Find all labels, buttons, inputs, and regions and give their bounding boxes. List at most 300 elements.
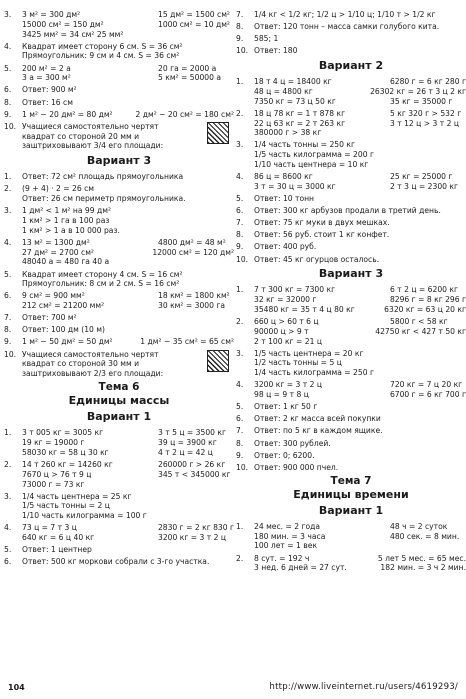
exercise-line [22,359,234,369]
exercise-line [22,438,234,448]
exercise-number: 7. [236,10,244,19]
exercise-text: Квадрат имеет сторону 6 см. S = 36 см² [22,41,183,51]
exercise-line [22,51,234,61]
exercise-item [236,380,466,400]
exercise-item [4,557,234,567]
exercise-text: 73000 г = 73 кг [22,479,85,489]
exercise-text: 640 кг = 6 ц 40 кг [22,533,95,543]
exercise-item [4,85,234,95]
exercise-item [236,451,466,461]
exercise-text: 1 м² − 50 дм² = 50 дм² [22,337,113,347]
exercise-line [254,218,466,228]
exercise-line [254,34,466,44]
exercise-line [22,248,234,258]
exercise-text-right: 39 ц = 3900 кг [158,438,217,448]
exercise-text-right: 42750 кг < 427 т 50 кг [375,326,466,336]
exercise-number: 8. [236,22,244,32]
exercise-line [254,128,466,138]
page-number: 104 [8,683,25,692]
exercise-line [22,557,234,567]
exercise-text: 13 м² = 1300 дм² [22,237,90,247]
exercise-text: Учащиеся самостоятельно чертят [22,121,159,131]
exercise-line [254,414,466,424]
exercise-text-right: 5 кг 320 г > 532 г [390,108,462,118]
exercise-number: 2. [4,459,12,469]
exercise-text: заштриховывают 3/4 его площади: [22,141,164,151]
exercise-number: 2. [236,316,244,326]
exercise-number: 3. [4,206,12,216]
exercise-line [254,390,466,400]
exercise-text-right: 1000 см² = 10 дм² [158,19,230,29]
exercise-text: Ответ: 120 тонн – масса самки голубого кита. [254,22,440,32]
exercise-line [254,182,466,192]
exercise-text: Ответ: 45 кг огурцов осталось. [254,254,380,264]
exercise-text: Ответ: 2 кг масса всей покупки [254,414,381,424]
exercise-text-right: 26302 кг = 26 т 3 ц 2 кг [370,86,466,96]
topic-heading: Тема 7 [330,474,372,487]
exercise-text-right: 5 км² = 50000 а [158,73,222,83]
exercise-line [22,30,234,40]
exercise-line [22,523,234,533]
exercise-text: 73 ц = 7 т 3 ц [22,523,77,533]
exercise-line [22,20,234,30]
exercise-line [254,563,466,573]
exercise-line [22,98,234,108]
exercise-text: 1 км² > 1 а в 10 000 раз. [22,225,120,235]
exercise-line [254,22,466,32]
exercise-line [254,150,466,160]
exercise-line [22,480,234,490]
exercise-line [22,313,234,323]
exercise-item [236,194,466,204]
exercise-text: Прямоугольник: 8 см и 2 см. S = 16 см² [22,279,180,289]
exercise-text: (9 + 4) · 2 = 26 см [22,184,95,194]
exercise-line [254,358,466,368]
exercise-item [4,325,234,335]
exercise-text: 24 мес. = 2 года [254,521,321,531]
exercise-text: Ответ: 75 кг муки в двух мешках. [254,218,390,228]
exercise-line [254,349,466,359]
exercise-line [254,285,466,295]
exercise-line [254,46,466,56]
exercise-text: 22 ц 63 кг = 2 т 263 кг [254,118,346,128]
exercise-item [4,460,234,489]
hatched-square-figure [207,122,229,144]
exercise-line [22,511,234,521]
exercise-number: 5. [4,63,12,73]
exercise-item [236,22,466,32]
exercise-item [4,122,234,151]
exercise-text-right: 30 км² = 3000 га [158,301,226,311]
exercise-line [254,463,466,473]
exercise-text: 35480 кг = 35 т 4 ц 80 кг [254,304,355,314]
exercise-text: заштриховывают 2/3 его площади: [22,369,164,379]
exercise-number: 5. [4,545,12,555]
exercise-text: Ответ: 0; 6200. [254,450,315,460]
variant-heading: Вариант 2 [318,59,384,73]
exercise-item [236,255,466,265]
exercise-text: 27 дм² = 2700 см² [22,247,94,257]
exercise-text: Ответ: 400 руб. [254,242,317,252]
exercise-number: 2. [4,184,12,194]
exercise-item [236,218,466,228]
exercise-line [22,533,234,543]
exercise-text: 1/5 часть центнера = 20 кг [254,348,364,358]
exercise-text-right: 480 сек. = 8 мин. [390,531,460,541]
exercise-line [22,122,234,132]
exercise-line [254,119,466,129]
exercise-line [254,532,466,542]
exercise-text-right: 48 ч = 2 суток [390,521,448,531]
exercise-line [22,291,234,301]
exercise-line [254,305,466,315]
exercise-number: 9. [4,109,12,119]
exercise-item [236,349,466,378]
exercise-item [236,172,466,192]
exercise-number: 1. [4,172,12,182]
exercise-text-right: 260000 г > 26 кг [158,459,226,469]
exercise-item [236,522,466,551]
exercise-line [254,194,466,204]
exercise-text: Квадрат имеет сторону 4 см. S = 16 см² [22,269,183,279]
exercise-item [4,64,234,84]
exercise-line [254,242,466,252]
exercise-text-right: 18 км² = 1800 км² [158,291,230,301]
exercise-text: 48040 а = 480 га 40 а [22,257,110,267]
exercise-text: 1/5 часть килограмма = 200 г [254,150,374,160]
exercise-text-right: 5 лет 5 мес. = 65 мес. [377,553,466,563]
exercise-text: 86 ц = 8600 кг [254,172,313,182]
exercise-number: 6. [236,206,244,216]
exercise-number: 4. [236,172,244,182]
exercise-number: 2. [236,553,244,563]
exercise-line [254,87,466,97]
exercise-text: 1 дм² < 1 м² на 99 дм² [22,206,112,216]
exercise-line [254,337,466,347]
exercise-number: 1. [4,428,12,438]
exercise-item [4,42,234,62]
exercise-text-right: 182 мин. = 3 ч 2 мин. [380,563,466,573]
exercise-text: Ответ: по 5 кг в каждом ящике. [254,426,383,436]
exercise-text: 15000 см² = 150 дм² [22,19,104,29]
exercise-item [4,270,234,290]
exercise-text: Ответ: 300 рублей. [254,438,331,448]
exercise-number: 9. [236,450,244,460]
exercise-text: Ответ: 72 см² площадь прямоугольника [22,172,184,182]
exercise-item [236,46,466,56]
exercise-text: 1/10 часть килограмма = 100 г [22,511,147,521]
exercise-text-right: 12000 см² = 120 дм² [152,247,234,257]
exercise-text-right: 2 дм² − 20 см² = 180 см² [135,109,234,119]
exercise-item [4,428,234,457]
right-column [236,10,466,575]
exercise-number: 10. [4,121,17,131]
exercise-item [4,172,234,182]
exercise-item [4,110,234,120]
exercise-text: 1 км² > 1 га в 100 раз [22,215,110,225]
exercise-text-right: 4 т 2 ц = 42 ц [158,447,213,457]
exercise-item [236,34,466,44]
exercise-number: 8. [236,438,244,448]
exercise-item [4,492,234,521]
exercise-line [22,270,234,280]
exercise-text: 585; 1 [254,34,279,44]
exercise-text-right: 35 кг = 35000 г [390,96,453,106]
exercise-line [22,141,234,151]
exercise-text-right: 3200 кг = 3 т 2 ц [158,533,227,543]
exercise-item [236,317,466,346]
exercise-text: 1/4 часть тонны = 250 кг [254,140,355,150]
exercise-item [4,523,234,543]
exercise-number: 7. [236,426,244,436]
exercise-text: 3 нед. 6 дней = 27 сут. [254,563,347,573]
exercise-number: 8. [4,97,12,107]
exercise-text: 1/4 часть килограмма = 250 г [254,368,374,378]
exercise-line [22,301,234,311]
exercise-text: 1/4 кг < 1/2 кг; 1/2 ц > 1/10 ц; 1/10 т > 1/2 кг [254,10,436,19]
exercise-text-right: 8296 г = 8 кг 296 г [389,295,466,305]
exercise-text: Ответ: 16 см [22,97,73,107]
exercise-text: 200 м² = 2 а [22,63,71,73]
exercise-line [22,64,234,74]
exercise-number: 4. [236,380,244,390]
exercise-line [254,255,466,265]
exercise-item [4,545,234,555]
exercise-item [4,291,234,311]
exercise-text-right: 6280 г = 6 кг 280 г [389,77,466,87]
exercise-item [236,439,466,449]
exercise-line [22,350,234,360]
exercise-line [254,97,466,107]
exercise-line [22,279,234,289]
exercise-number: 3. [4,10,12,19]
exercise-line [254,109,466,119]
exercise-item [236,285,466,314]
exercise-item [4,184,234,204]
exercise-text: Ответ: 180 [254,46,298,56]
exercise-text-right: 3 т 5 ц = 3500 кг [158,428,227,438]
exercise-text: Ответ: 300 кг арбузов продали в третий день. [254,206,441,216]
exercise-text: 212 см² = 21200 мм² [22,301,105,311]
exercise-text: Ответ: 10 тонн [254,194,315,204]
exercise-line [22,337,234,347]
exercise-line [22,42,234,52]
exercise-number: 3. [236,140,244,150]
variant-heading: Вариант 3 [86,154,152,168]
exercise-line [254,451,466,461]
exercise-text-right: 4800 дм² = 48 м² [158,237,226,247]
exercise-text-right: 25 кг = 25000 г [390,172,453,182]
exercise-text: Ответ: 100 дм (10 м) [22,325,105,335]
exercise-item [236,140,466,169]
topic-title: Единицы массы [68,394,170,408]
exercise-line [254,327,466,337]
exercise-item [236,242,466,252]
exercise-item [236,10,466,20]
exercise-text: 7350 кг = 73 ц 50 кг [254,96,336,106]
exercise-text: 14 т 260 кг = 14260 кг [22,459,113,469]
exercise-text: Ответ: 900 000 пчел. [254,462,339,472]
exercise-number: 10. [236,462,249,472]
exercise-line [22,369,234,379]
exercise-text-right: 2 т 3 ц = 2300 кг [390,181,459,191]
exercise-item [236,230,466,240]
exercise-text: квадрат со стороной 30 мм и [22,359,140,369]
exercise-number: 10. [236,46,249,56]
exercise-line [254,402,466,412]
exercise-text-right: 1 дм² − 35 см² = 65 см² [140,337,234,347]
exercise-text: Ответ: 26 см периметр прямоугольника. [22,194,186,204]
exercise-line [22,85,234,95]
exercise-text: Ответ: 500 кг моркови собрали с 3-го участка. [22,557,210,567]
exercise-text: 1/4 часть центнера = 25 кг [22,491,132,501]
exercise-line [22,110,234,120]
exercise-text: 1/10 часть центнера = 10 кг [254,160,369,170]
exercise-text: 18 т 4 ц = 18400 кг [254,77,332,87]
exercise-line [254,160,466,170]
exercise-text: 3 а = 300 м² [22,73,71,83]
exercise-number: 1. [236,285,244,295]
exercise-text: 19 кг = 19000 г [22,438,85,448]
exercise-line [22,172,234,182]
exercise-line [254,522,466,532]
exercise-text: 380000 г > 38 кг [254,128,322,138]
exercise-number: 4. [4,237,12,247]
exercise-text-right: 2830 г = 2 кг 830 г [157,523,234,533]
exercise-text: Ответ: 1 кг 50 г [254,402,318,412]
exercise-item [236,109,466,138]
exercise-number: 1. [236,77,244,87]
exercise-text-right: 345 т < 345000 кг [158,469,231,479]
exercise-text: 90000 ц > 9 т [254,326,309,336]
exercise-number: 5. [236,402,244,412]
exercise-text: 32 кг = 32000 г [254,295,317,305]
exercise-item [236,414,466,424]
exercise-line [22,226,234,236]
exercise-line [22,132,234,142]
exercise-text: Учащиеся самостоятельно чертят [22,349,159,359]
exercise-line [254,172,466,182]
exercise-text: 2 т 100 кг = 21 ц [254,336,323,346]
exercise-number: 4. [4,41,12,51]
exercise-line [22,448,234,458]
exercise-line [22,460,234,470]
exercise-number: 2. [236,108,244,118]
exercise-line [22,257,234,267]
variant-heading: Вариант 3 [318,267,384,281]
exercise-text: 1/2 часть тонны = 5 ц [254,358,342,368]
exercise-number: 8. [4,325,12,335]
exercise-line [254,206,466,216]
left-column [4,10,234,569]
exercise-line [22,10,234,20]
exercise-number: 6. [4,85,12,95]
exercise-text: квадрат со стороной 20 мм и [22,131,140,141]
exercise-text: 9 см² = 900 мм² [22,291,85,301]
exercise-line [22,73,234,83]
exercise-item [4,313,234,323]
exercise-text: 1 м² − 20 дм² = 80 дм² [22,109,113,119]
exercise-text: 98 ц = 9 т 8 ц [254,390,309,400]
exercise-item [4,238,234,267]
exercise-number: 5. [4,269,12,279]
exercise-line [22,501,234,511]
exercise-text-right: 15 дм² = 1500 см² [158,10,230,19]
exercise-number: 6. [4,557,12,567]
exercise-line [22,238,234,248]
exercise-item [236,402,466,412]
hatched-square-figure [207,350,229,372]
exercise-number: 10. [4,349,17,359]
exercise-line [22,325,234,335]
exercise-number: 8. [236,230,244,240]
exercise-item [4,206,234,235]
topic-title: Единицы времени [293,487,409,501]
exercise-text-right: 6320 кг = 63 ц 20 кг [384,304,466,314]
exercise-item [4,98,234,108]
exercise-text: 660 ц > 60 т 6 ц [254,316,319,326]
exercise-line [254,554,466,564]
exercise-text: 100 лет = 1 век [254,541,318,551]
exercise-number: 9. [236,34,244,44]
exercise-text: 8 сут. = 192 ч [254,553,310,563]
exercise-text-right: 5800 г < 58 кг [390,316,448,326]
exercise-text: Ответ: 900 м² [22,85,77,95]
exercise-line [254,230,466,240]
exercise-item [236,463,466,473]
exercise-number: 9. [4,337,12,347]
exercise-number: 3. [236,348,244,358]
exercise-text-right: 720 кг = 7 ц 20 кг [390,380,463,390]
exercise-line [22,492,234,502]
exercise-item [4,350,234,379]
exercise-number: 6. [236,414,244,424]
exercise-text: 3200 кг = 3 т 2 ц [254,380,323,390]
exercise-line [22,184,234,194]
variant-heading: Вариант 1 [86,410,152,424]
exercise-line [254,426,466,436]
exercise-text: 3425 мм² = 34 см² 25 мм² [22,29,124,39]
exercise-line [22,206,234,216]
exercise-line [254,541,466,551]
exercise-text: Прямоугольник: 9 см и 4 см. S = 36 см² [22,51,180,61]
exercise-text-right: 3 т 12 ц > 3 т 2 ц [390,118,460,128]
exercise-number: 10. [236,254,249,264]
exercise-text: 18 ц 78 кг = 1 т 878 кг [254,108,346,118]
exercise-text-right: 6 т 2 ц = 6200 кг [390,285,459,295]
exercise-line [254,368,466,378]
exercise-text: 3 т = 30 ц = 3000 кг [254,181,336,191]
exercise-number: 9. [236,242,244,252]
exercise-line [22,470,234,480]
exercise-item [236,77,466,106]
exercise-line [22,545,234,555]
exercise-text: 3 м² = 300 дм² [22,10,81,19]
exercise-line [254,380,466,390]
exercise-number: 5. [236,194,244,204]
exercise-text-right: 6700 г = 6 кг 700 г [389,390,466,400]
exercise-line [254,439,466,449]
exercise-line [254,140,466,150]
exercise-text: 7 т 300 кг = 7300 кг [254,285,336,295]
exercise-text: 58030 кг = 58 ц 30 кг [22,447,109,457]
topic-heading: Тема 6 [98,381,140,394]
exercise-text-right: 20 га = 2000 а [158,63,217,73]
exercise-item [4,337,234,347]
exercise-line [254,295,466,305]
exercise-text: 7670 ц > 76 т 9 ц [22,469,92,479]
exercise-number: 4. [4,523,12,533]
